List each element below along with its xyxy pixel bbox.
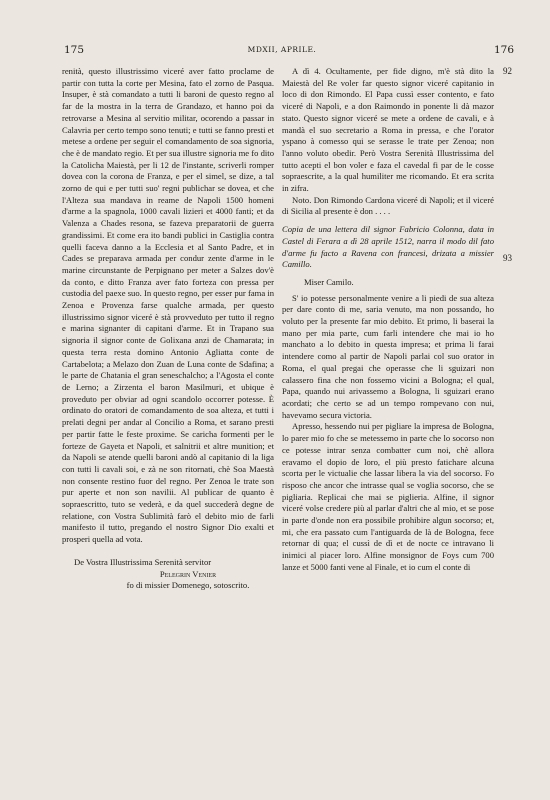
right-paragraph: S' io potesse personalmente venire a li piedi de sua alteza per dare conto di me, saria venuto, ma non possando, ho voluto per la presente far mio debito. Et primo, li baserai la mano per mia parte, cum farli intendere che mai io ho manchato a lo debito in questa impresa; et prima li farai intendere como al partir de Napoli parlai col suo orator in Roma, el qual pregai che operasse che li sguizari non calassero fina che non fossemo vicini a Bologna; el qual, Papa, quando nui arivassemo a Bologna, li sguizari erano acordati; che certo se ad un tempo rompevano con nui, havevamo secura victoria. <box>282 292 494 420</box>
signature-subscription: fo di missier Domenego, sotoscrito. <box>126 580 250 591</box>
letter-heading <box>282 224 494 271</box>
right-paragraph: Apresso, hessendo nui per pigliare la impresa de Bologna, lo parer mio fo che se metessemo in parte che lo socorso non ce potesse intrar senza combatter cum noi, chè allora eravamo el dopio de loro, el più presto fatichare alcuna scorta per le victualie che lassar libera la via del socorso. Fo risposo che ancor che intrasse qual se voglia socorso, che se pigliaria. Replicai che mai se piglieria. Alfine, il signor viceré volse credere più al parlar d'altri che al mio, et se pose in parte d'onde non era possibile prohibire algun socorso; et, mi, che era passato cum l'antiguarda de là de Bologna, fece retornar di qua; el cussì de dì et de nocte ce intravano li inimici al piacer loro. Alfine monsignor de Foys cum 700 lanze et 5000 fanti vene al Finale, et io cum el conte di <box>282 421 494 572</box>
page-number-right: 176 <box>493 44 514 56</box>
margin-number: 92 <box>503 66 512 76</box>
signature-block <box>62 557 274 592</box>
running-title: MDXII, APRILE. <box>247 45 317 54</box>
left-paragraph: renità, questo illustrissimo viceré aver fatto proclame de partir con tutta la corte per Mesina, fato el zorno de Pasqua. Insuper, è stà comandato a tutti li baroni de questo regno al far de la mostra in la terra de Grandazo, et hanno poi da retrovarse a Mesina al servitio militar, ocorendo a passar in Calavria per certo tempo sono tenuti; e tutti se fanno presti et metese a ordene per seguir el comandamento de soa signoria, che è de mandato regio. Et per sua illustre signoria me fo dito la Catolicha Maiestà, per li 12 de l'instante, scriverli romper dovea con la corona de Franza, e per el simel, se dize, a tal zorno de qui e per tutti suo' regni publichar se dovea, et che l'Alteza sua mandava in reame de Napoli 1500 homeni d'arme a la spagnola, 1000 cavali lizieri et 4000 fanti; et da Valenza a Chades resona, se fazeva preparatorii de guerra grandissimi. Et come era ito bandi publici in Castiglia contra quelli faceva danno a la Ecclesia et al Santo Padre, et in Cades se preparava armada per condur zente d'arme in le marine circunstante de Perpignano per meter a Salzes dov'è da conto, e ditto Franza aver fato forteza con pressa per custodia del paexe suo. In questo regno, per esser pur fama in Zenoa e Provenza farse qualche armada, per questo illustrissimo signor viceré è stà provveduto per tutto il regno e marina signanter di capitani d'arme. Et in Trapano sua signoria il signor conte de Golixana anzi de Chamarata; in questa terra resta domino Antonio Agliatta conte de Cartabelota; a Melazo don Zuan de Luna conte de Sdafina; a le parte de Chatania el gran seneschalcho; a l'Agosta el conte de Lerno; a Zirzenta el baron Masilmuri, et ubique è proveduto per obviar ad ogni scandolo occorrer potesse. È ordinato do oratori de comandamento de soa alteza, et tutti i prelati degni per andar al Concilio a Roma, et sarano presti per partir fatte le feste proxime. Se caricha formenti per le forteze de Gayeta et Napoli, et salnitrii et altre munition; et da Napoli se atende quelli baroni andò al capitanio di la liga con tutti li cavali soi, e zà ne son ritornati, chè Soa Maestà non consente restino fuor del regno. Per Zenoa le trate son pur aperte et non son navilii. Al publicar de quanto è sopraescritto, tuto se vederà, e da quel succederà degne de relatione, con Vostra Sublimità farò el debito mio de farli manifesto il tutto, pregando el nostro Signor Dio exalti et prosperi quella ad vota. <box>62 66 274 545</box>
margin-number: 93 <box>503 253 512 263</box>
right-paragraph: A dì 4. Ocultamente, per fide digno, m'è stà dito la Maiestà del Re voler far questo signor viceré capitanio in loco di don Rimondo. El Papa cussì esser contento, e fato viceré di Napoli, e a don Raimondo in ponente li dà mazor stato. Questo signor viceré se mete a ordene de cavali, e à mandà el suo secretario a Roma in pressa, e che l'orator yspano à comesso qui se serasse le trate per Zenoa; non l'anno voluto obedir. Però Vostra Serenità Illustrissima del tutto acepti el bon voler e faza el cavedal fi par de le cosse sopraescrite, a la qual humiliter me ricomando. Et era scrita in zifra. <box>282 66 494 194</box>
page-number-left: 175 <box>64 44 85 56</box>
right-paragraph: Noto. Don Rimondo Cardona viceré di Napoli; et il viceré di Sicilia al presente è don . . . . <box>282 194 494 217</box>
right-column <box>282 66 494 574</box>
running-header <box>50 44 514 58</box>
salutation: Miser Camilo. <box>304 276 354 287</box>
signature-line: De Vostra Illustrissima Serenità servitor <box>74 556 212 567</box>
signature-name: Pelegrin Venier <box>159 568 217 579</box>
left-column <box>62 66 274 592</box>
letter-heading-text: Copia de una lettera dil signor Fabricio Colonna, data in Castel di Ferara a dì 28 aprile 1512, narra il modo dil fato d'arme fu facto a Ravena con francesi, drizata a missier Camillo. <box>282 224 494 270</box>
